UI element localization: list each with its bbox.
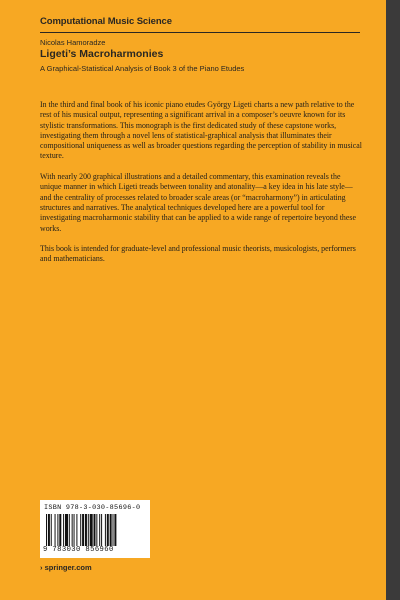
barcode-box: [40, 500, 150, 558]
series-name: Computational Music Science: [40, 16, 172, 27]
blurb-text: [40, 100, 362, 275]
book-title: Ligeti’s Macroharmonies: [40, 48, 164, 60]
publisher-link[interactable]: › springer.com: [40, 563, 92, 572]
spine-strip: [386, 0, 400, 600]
blurb-paragraph: With nearly 200 graphical illustrations and a detailed commentary, this examination reveals the unique manner in which Ligeti treads between tonality and atonality—a key idea in his late style—and the centrality of processes related to broader scale areas (or “macroharmony”) in articulating structures and narratives. The analytical techniques developed here are a powerful tool for investigating macroharmonic stability that can be applied to a wide range of repertoire beyond these works.: [40, 172, 356, 233]
blurb-paragraph: In the third and final book of his iconic piano etudes György Ligeti charts a new path relative to the rest of his musical output, representing a significant arrival in a composer’s oeuvre known for its stylistic transformations. This monograph is the first dedicated study of these capstone works, investigating them through a novel lens of statistical-graphical analysis that illuminates their compositional uniqueness as well as broader questions regarding the perception of stability in musical texture.: [40, 100, 362, 161]
header-divider: [40, 32, 360, 33]
barcode-icon: [46, 514, 144, 546]
blurb-paragraph: This book is intended for graduate-level and professional music theorists, musicologists, performers and mathematicians.: [40, 244, 356, 264]
isbn-label: ISBN 978-3-030-85696-0: [44, 504, 141, 512]
book-subtitle: A Graphical-Statistical Analysis of Book 3 of the Piano Etudes: [40, 64, 245, 73]
barcode-digits: 9 783030 856960: [43, 546, 114, 554]
author-name: Nicolas Hamoradze: [40, 38, 106, 47]
